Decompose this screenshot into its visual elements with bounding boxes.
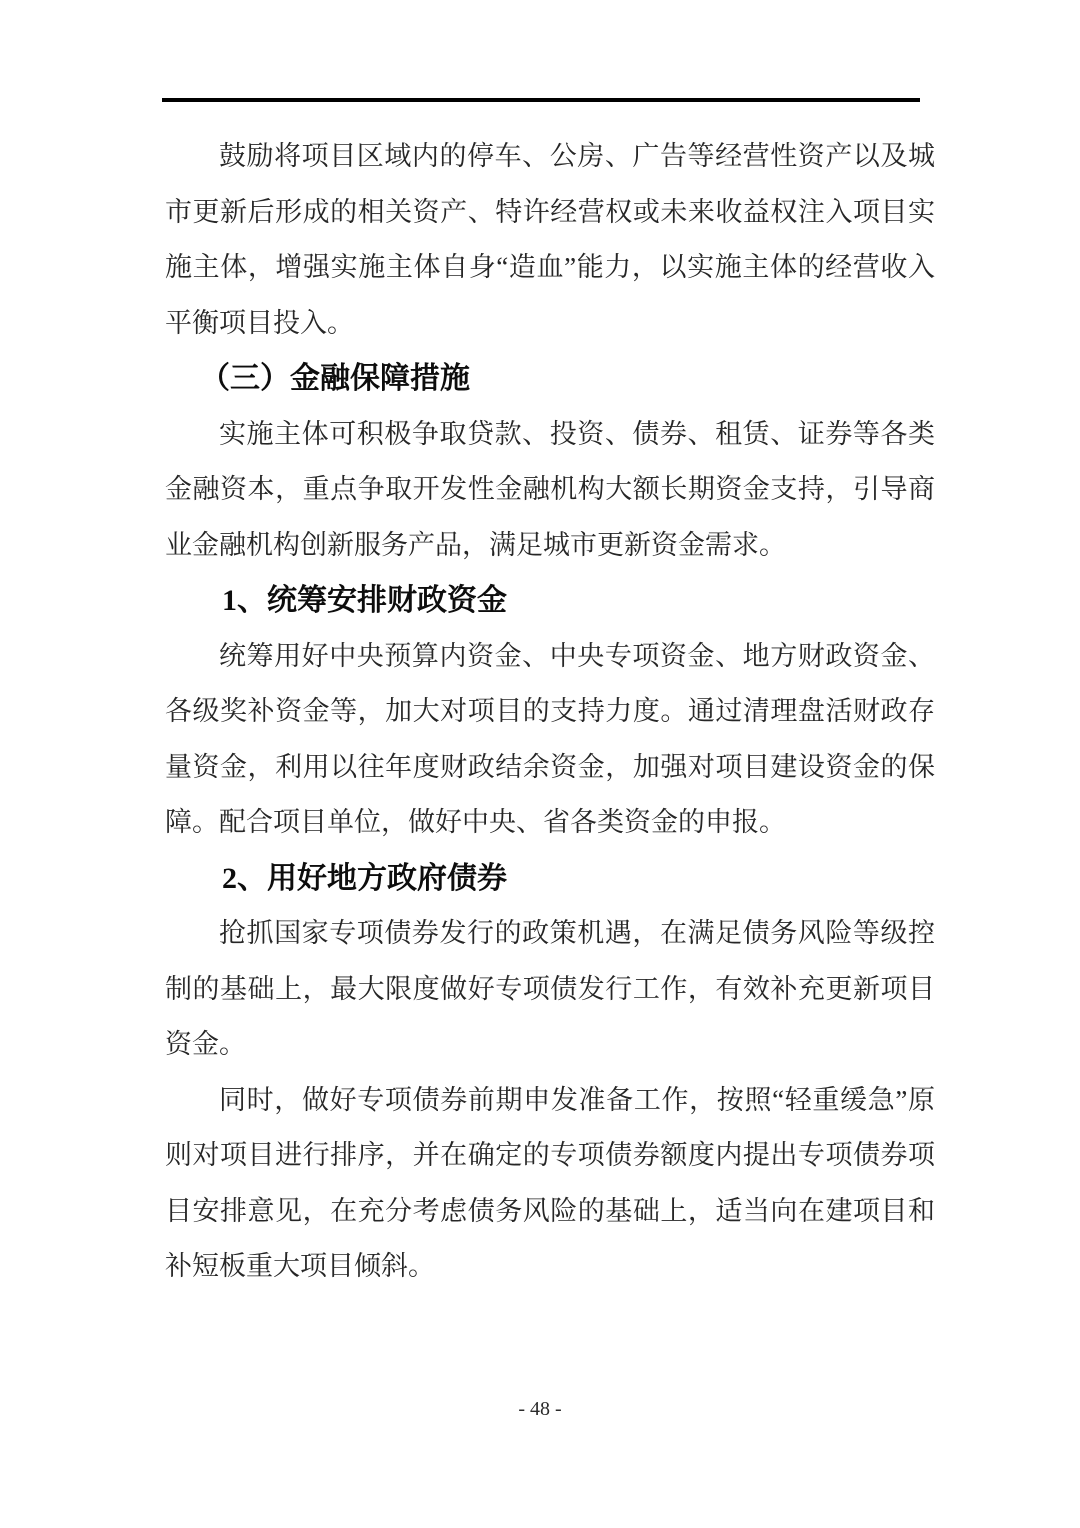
header-rule-divider [162, 98, 920, 102]
paragraph-operating-assets: 鼓励将项目区域内的停车、公房、广告等经营性资产以及城市更新后形成的相关资产、特许经营权或未来收益权注入项目实施主体，增强实施主体自身“造血”能力，以实施主体的经营收入平衡项目投入。 [165, 141, 935, 338]
sub-heading-fiscal-funds: 1、统筹安排财政资金 [222, 584, 507, 617]
paragraph-financial-capital: 实施主体可积极争取贷款、投资、债券、租赁、证券等各类金融资本，重点争取开发性金融机构大额长期资金支持，引导商业金融机构创新服务产品，满足城市更新资金需求。 [165, 418, 935, 560]
section-heading-financial-safeguards: （三）金融保障措施 [200, 362, 470, 395]
paragraph-fiscal-funds-detail: 统筹用好中央预算内资金、中央专项资金、地方财政资金、各级奖补资金等，加大对项目的支持力度。通过清理盘活财政存量资金，利用以往年度财政结余资金，加强对项目建设资金的保障。配合项目单位，做好中央、省各类资金的申报。 [165, 640, 935, 837]
page-number: - 48 - [518, 1398, 562, 1420]
paragraph-special-bonds-preparation: 同时，做好专项债券前期申发准备工作，按照“轻重缓急”原则对项目进行排序，并在确定的专项债券额度内提出专项债券项目安排意见，在充分考虑债务风险的基础上，适当向在建项目和补短板重大项目倾斜。 [165, 1084, 935, 1281]
sub-heading-local-government-bonds: 2、用好地方政府债券 [222, 861, 507, 895]
paragraph-special-bonds-opportunity: 抢抓国家专项债券发行的政策机遇，在满足债务风险等级控制的基础上，最大限度做好专项债发行工作，有效补充更新项目资金。 [165, 918, 935, 1059]
document-body [165, 129, 935, 1295]
